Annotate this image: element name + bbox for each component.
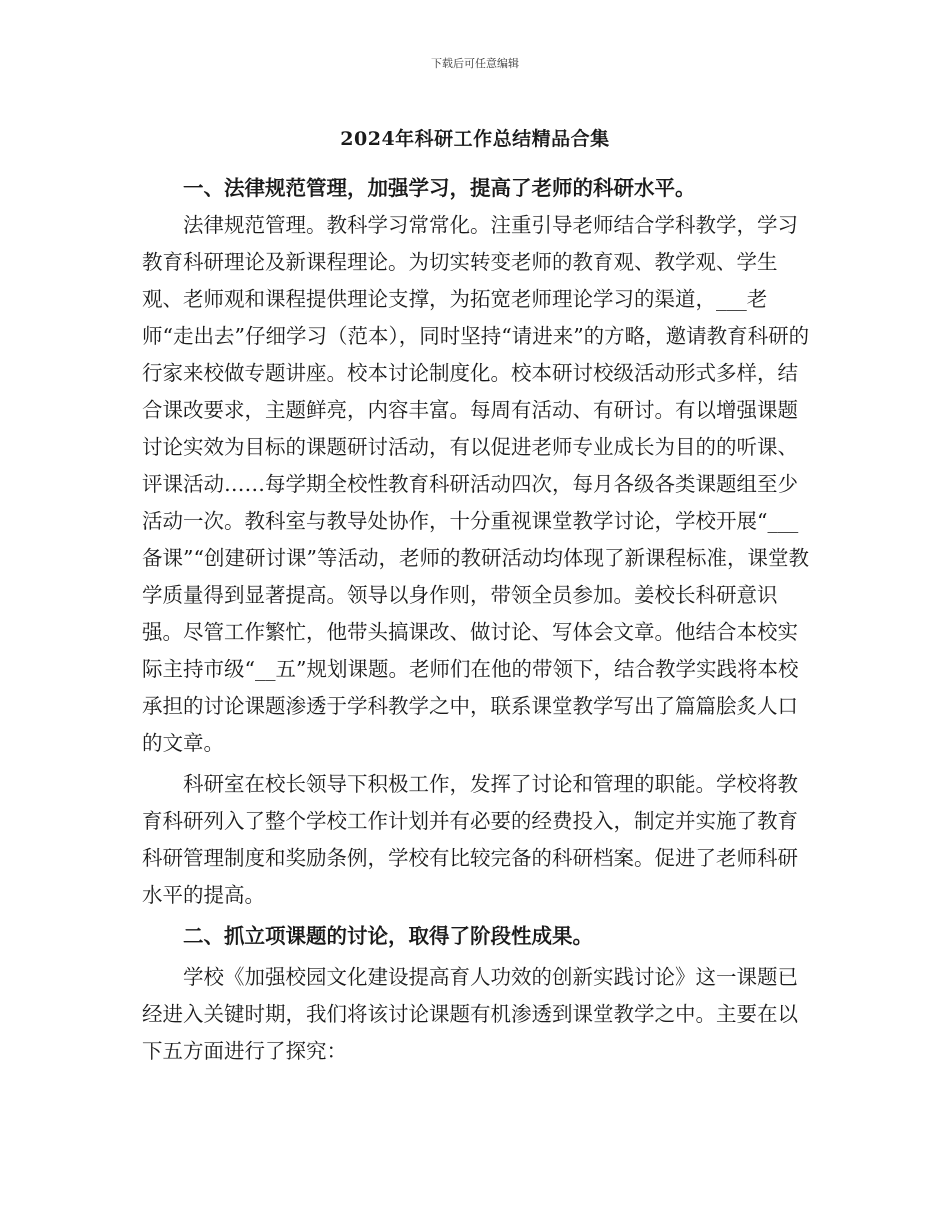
section-2-heading: 二、抓立项课题的讨论，取得了阶段性成果。 (183, 924, 593, 948)
section-1-heading: 一、法律规范管理，加强学习，提高了老师的科研水平。 (183, 176, 696, 200)
document-title: 2024年科研工作总结精品合集 (340, 128, 610, 150)
header-note: 下载后可任意编辑 (431, 57, 519, 70)
section-2-paragraph-1: 学校《加强校园文化建设提高育人功效的创新实践讨论》这一课题已经进入关键时期，我们将该讨论课题有机渗透到课堂教学之中。主要在以下五方面进行了探究： (142, 965, 798, 1063)
section-1-paragraph-2: 科研室在校长领导下积极工作，发挥了讨论和管理的职能。学校将教育科研列入了整个学校工作计划并有必要的经费投入，制定并实施了教育科研管理制度和奖励条例，学校有比较完备的科研档案。促进了老师科研水平的提高。 (142, 772, 798, 907)
section-1-paragraph-1: 法律规范管理。教科学习常常化。注重引导老师结合学科教学，学习教育科研理论及新课程理论。为切实转变老师的教育观、教学观、学生观、老师观和课程提供理论支撑，为拓宽老师理论学习的渠道，___老师“走出去”仔细学习（范本），同时坚持“请进来”的方略，邀请教育科研的行家来校做专题讲座。校本讨论制度化。校本研讨校级活动形式多样，结合课改要求，主题鲜亮，内容丰富。每周有活动、有研讨。有以增强课题讨论实效为目标的课题研讨活动，有以促进老师专业成长为目的的听课、评课活动……每学期全校性教育科研活动四次，每月各级各类课题组至少活动一次。教科室与教导处协作，十分重视课堂教学讨论，学校开展“___备课”“创建研讨课”等活动，老师的教研活动均体现了新课程标准，课堂教学质量得到显著提高。领导以身作则，带领全员参加。姜校长科研意识强。尽管工作繁忙，他带头搞课改、做讨论、写体会文章。他结合本校实际主持市级“__五”规划课题。老师们在他的带领下，结合教学实践将本校承担的讨论课题渗透于学科教学之中，联系课堂教学写出了篇篇脍炙人口的文章。 (142, 213, 810, 755)
document-body (142, 170, 814, 1070)
